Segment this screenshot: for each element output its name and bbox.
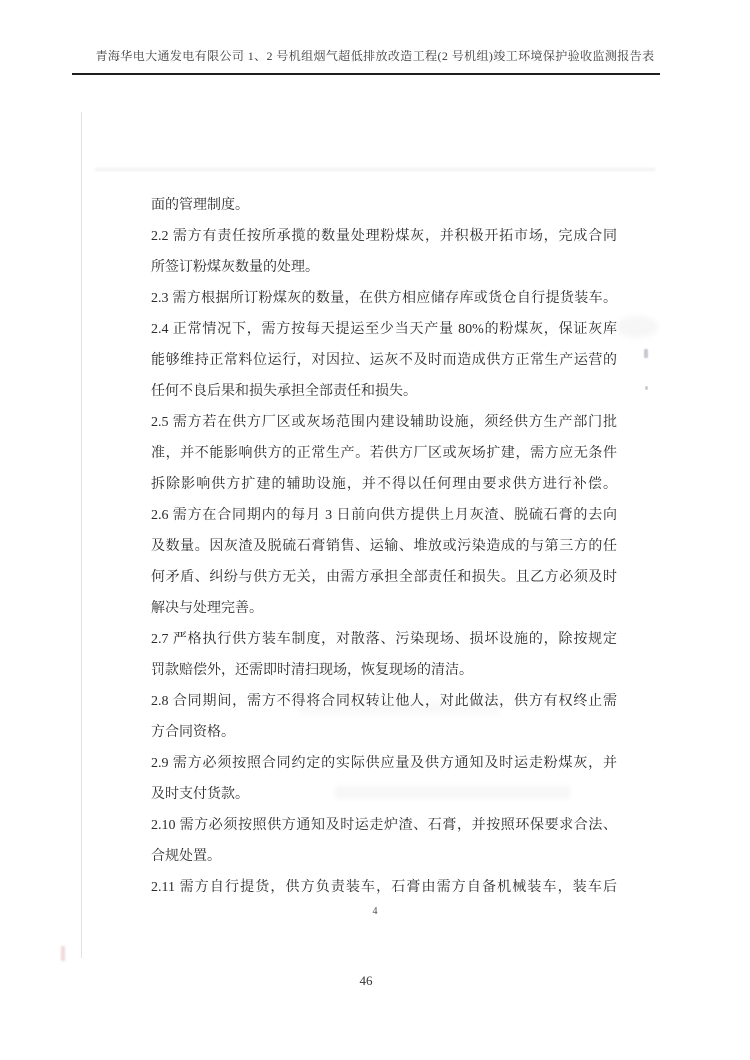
page-number: 46 bbox=[359, 973, 373, 988]
document-line: 罚款赔偿外，还需即时清扫现场，恢复现场的清洁。 bbox=[151, 663, 473, 678]
document-line: 及数量。因灰渣及脱硫石膏销售、运输、堆放或污染造成的与第三方的任 bbox=[151, 539, 617, 554]
scan-artifact bbox=[95, 168, 655, 171]
document-line: 2.2 需方有责任按所承揽的数量处理粉煤灰，并积极开拓市场，完成合同 bbox=[151, 229, 617, 244]
document-line: 2.7 严格执行供方装车制度，对散落、污染现场、损坏设施的，除按规定 bbox=[151, 632, 617, 647]
document-body bbox=[151, 190, 617, 903]
report-header-title: 青海华电大通发电有限公司 1、2 号机组烟气超低排放改造工程(2 号机组)竣工环境保护验收监测报告表 bbox=[95, 49, 655, 63]
scan-artifact bbox=[645, 386, 648, 390]
document-line: 2.6 需方在合同期内的每月 3 日前向供方提供上月灰渣、脱硫石膏的去向 bbox=[151, 508, 617, 523]
document-line: 方合同资格。 bbox=[151, 725, 235, 740]
scan-artifact bbox=[616, 316, 658, 338]
document-line: 2.3 需方根据所订粉煤灰的数量，在供方相应储存库或货仓自行提货装车。 bbox=[151, 291, 617, 306]
document-line: 2.9 需方必须按照合同约定的实际供应量及供方通知及时运走粉煤灰，并 bbox=[151, 756, 617, 771]
document-line: 2.11 需方自行提货，供方负责装车，石膏由需方自备机械装车，装车后 bbox=[151, 880, 617, 895]
document-line: 何矛盾、纠纷与供方无关，由需方承担全部责任和损失。且乙方必须及时 bbox=[151, 570, 617, 585]
document-line: 2.8 合同期间，需方不得将合同权转让他人，对此做法，供方有权终止需 bbox=[151, 694, 617, 709]
document-line: 2.5 需方若在供方厂区或灰场范围内建设辅助设施，须经供方生产部门批 bbox=[151, 415, 617, 430]
document-line: 准，并不能影响供方的正常生产。若供方厂区或灰场扩建，需方应无条件 bbox=[151, 446, 617, 461]
document-line: 合规处置。 bbox=[151, 849, 221, 864]
scan-artifact bbox=[644, 349, 648, 358]
scan-page-edge bbox=[81, 112, 82, 958]
document-line: 2.10 需方必须按照供方通知及时运走炉渣、石膏，并按照环保要求合法、 bbox=[151, 818, 617, 833]
header-rule bbox=[72, 73, 660, 75]
document-line: 能够维持正常料位运行，对因拉、运灰不及时而造成供方正常生产运营的 bbox=[151, 353, 617, 368]
document-line: 面的管理制度。 bbox=[151, 198, 249, 213]
document-line: 任何不良后果和损失承担全部责任和损失。 bbox=[151, 384, 417, 399]
scan-artifact bbox=[61, 946, 65, 961]
document-line: 及时支付货款。 bbox=[151, 787, 249, 802]
inner-page-number: 4 bbox=[372, 906, 378, 917]
document-line: 拆除影响供方扩建的辅助设施，并不得以任何理由要求供方进行补偿。 bbox=[151, 477, 617, 492]
document-line: 所签订粉煤灰数量的处理。 bbox=[151, 260, 319, 275]
document-line: 2.4 正常情况下，需方按每天提运至少当天产量 80%的粉煤灰，保证灰库 bbox=[151, 322, 617, 337]
document-line: 解决与处理完善。 bbox=[151, 601, 263, 616]
